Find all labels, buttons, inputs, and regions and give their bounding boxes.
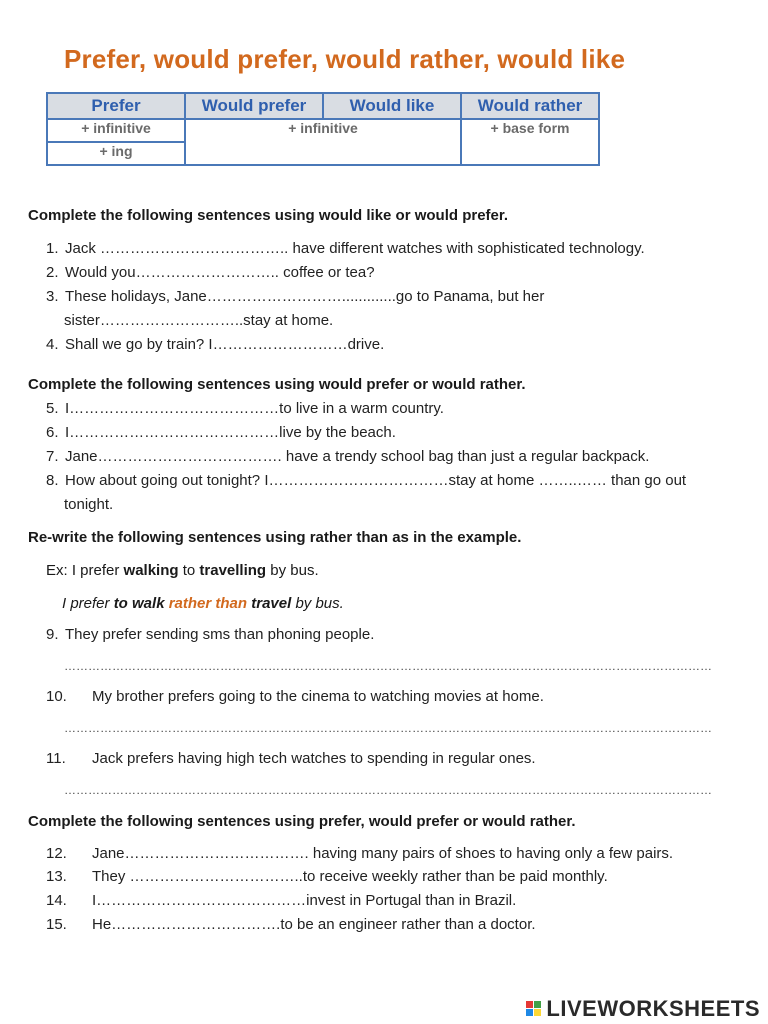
page-title: Prefer, would prefer, would rather, would like <box>64 44 626 74</box>
list-item: 2. Would you……………………….. coffee or tea? <box>46 264 375 281</box>
answer-line-10[interactable]: ……………………………………………………………………………………………………………………………………………… <box>64 721 712 735</box>
list-item: 12. Jane………………………………. having many pairs of shoes to having only a few pairs. <box>46 845 674 862</box>
answer-line-11[interactable]: ……………………………………………………………………………………………………………………………………………… <box>64 783 712 797</box>
list-item: 10. My brother prefers going to the cinema to watching movies at home. <box>46 688 544 705</box>
brand-text: LIVEWORKSHEETS <box>546 996 760 1021</box>
section2-heading: Complete the following sentences using would prefer or would rather. <box>28 376 526 393</box>
header-prefer: Prefer <box>47 93 185 119</box>
list-item: 5. I……………………………………to live in a warm country. <box>46 400 444 417</box>
list-item: 6. I……………………………………live by the beach. <box>46 424 396 441</box>
example-sentence: Ex: I prefer walking to travelling by bus. <box>46 562 319 579</box>
section4-heading: Complete the following sentences using prefer, would prefer or would rather. <box>28 813 576 830</box>
prefer-ing: + ing <box>47 142 185 165</box>
section1-heading: Complete the following sentences using would like or would prefer. <box>28 207 509 224</box>
answer-line-9[interactable]: ……………………………………………………………………………………………………………………………………………… <box>64 659 712 673</box>
prefer-infinitive: + infinitive <box>47 119 185 142</box>
list-item: 13. They ……………………………..to receive weekly rather than be paid monthly. <box>46 868 608 885</box>
grammar-table <box>46 92 600 166</box>
rather-base-form: + base form <box>461 119 599 165</box>
liveworksheets-logo <box>526 996 760 1022</box>
list-item: 11. Jack prefers having high tech watches to spending in regular ones. <box>46 750 536 767</box>
header-would-prefer: Would prefer <box>185 93 323 119</box>
list-item: 15. He…………………………….to be an engineer rather than a doctor. <box>46 916 536 933</box>
header-would-like: Would like <box>323 93 461 119</box>
list-item: sister………………………..stay at home. <box>64 312 334 329</box>
list-item: 1. Jack ……………………………….. have different watches with sophisticated technology. <box>46 240 645 257</box>
list-item: 4. Shall we go by train? I………………………drive. <box>46 336 385 353</box>
section3-heading: Re-write the following sentences using rather than as in the example. <box>28 529 522 546</box>
list-item: 8. How about going out tonight? I………………………………stay at home ……..…… than go out <box>46 472 687 489</box>
would-infinitive: + infinitive <box>185 119 461 165</box>
example-answer: I prefer to walk rather than travel by bus. <box>62 595 344 612</box>
header-would-rather: Would rather <box>461 93 599 119</box>
list-item: 7. Jane………………………………. have a trendy school bag than just a regular backpack. <box>46 448 650 465</box>
list-item: 3. These holidays, Jane……………………….............go to Panama, but her <box>46 288 545 305</box>
list-item: 9. They prefer sending sms than phoning people. <box>46 626 375 643</box>
list-item: tonight. <box>64 496 114 513</box>
list-item: 14. I……………………………………invest in Portugal than in Brazil. <box>46 892 517 909</box>
liveworksheets-icon <box>526 1001 542 1017</box>
